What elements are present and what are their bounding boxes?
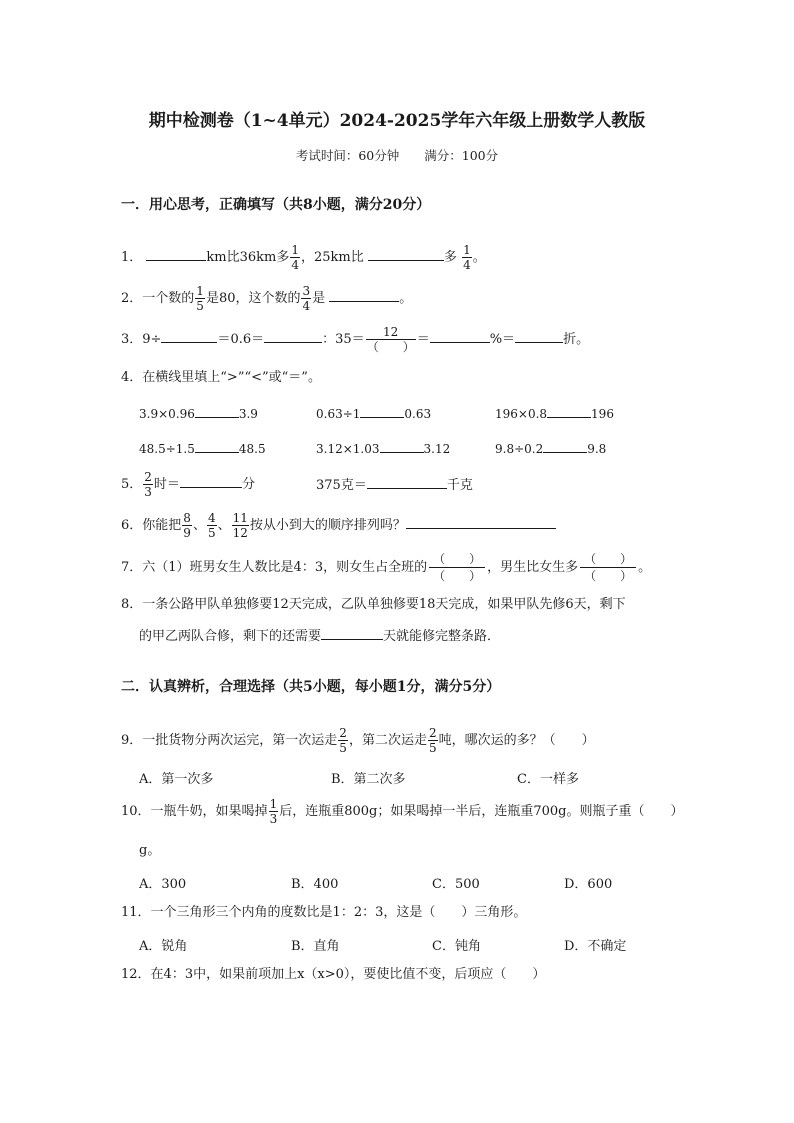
compare-right: 3.12: [423, 442, 451, 456]
question-8: [121, 595, 626, 615]
separator: 、: [192, 518, 206, 533]
answer-blank[interactable]: [161, 328, 217, 343]
fraction-numerator: 1: [196, 284, 204, 298]
fraction-numerator: 1: [269, 797, 278, 811]
question-text: 你能把: [142, 518, 182, 533]
question-text: 是80，这个数的: [205, 291, 301, 306]
question-text: 一瓶牛奶，如果喝掉: [150, 804, 268, 819]
fraction-denominator: 5: [339, 741, 347, 755]
question-number: 2．: [121, 291, 143, 306]
answer-blank[interactable]: [195, 403, 239, 418]
fraction-denominator: 3: [144, 485, 152, 499]
question-6: [121, 511, 556, 540]
answer-blank[interactable]: [406, 514, 556, 529]
question-number: 9．: [121, 733, 143, 748]
answer-fraction-blank[interactable]: [429, 551, 485, 584]
fraction-numerator: 2: [339, 726, 347, 740]
option-a[interactable]: A．第一次多: [139, 772, 214, 787]
question-text: 千克: [446, 478, 473, 493]
compare-left: 3.12×1.03: [316, 442, 380, 456]
answer-blank[interactable]: [146, 246, 206, 261]
fraction-denominator: 5: [428, 741, 437, 755]
compare-left: 9.8÷0.2: [495, 442, 544, 456]
fraction-denominator: 4: [291, 258, 300, 272]
question-text: 在4：3中，如果前项加上x（x>0），要使比值不变，后项应（ ）: [150, 967, 546, 982]
answer-blank[interactable]: [360, 403, 404, 418]
compare-right: 0.63: [404, 407, 432, 421]
question-number: 12．: [121, 967, 151, 982]
question-text: 一个数的: [142, 291, 195, 306]
option-b[interactable]: B．直角: [291, 939, 340, 954]
fraction-denominator: 3: [269, 812, 278, 826]
compare-item-2: [316, 403, 431, 421]
question-text: ：35＝: [322, 332, 365, 347]
question-text: 的甲乙两队合修，剩下的还需要: [139, 629, 322, 644]
option-d[interactable]: D．不确定: [564, 939, 627, 954]
fraction: [232, 511, 249, 540]
fraction: [366, 325, 416, 354]
question-text: %＝: [489, 332, 516, 347]
answer-blank[interactable]: [543, 438, 587, 453]
section-2-heading: 二．认真辨析，合理选择（共5小题，每小题1分，满分5分）: [121, 679, 501, 695]
question-number: 6．: [121, 518, 143, 533]
question-3: [121, 325, 589, 354]
compare-right: 48.5: [238, 442, 266, 456]
question-text: 天就能修完整条路．: [383, 629, 501, 644]
fraction-numerator: （ ）: [433, 552, 482, 566]
question-text: 时＝: [153, 477, 180, 492]
question-text: 六（1）班男女生人数比是4：3，则女生占全班的: [142, 560, 428, 575]
fraction: [195, 284, 205, 313]
question-text: ，男生比女生多: [487, 560, 579, 575]
answer-blank[interactable]: [380, 438, 424, 453]
question-1: [121, 243, 486, 272]
compare-left: 48.5÷1.5: [139, 442, 195, 456]
question-number: 8．: [121, 597, 143, 612]
question-5b: [316, 474, 473, 496]
answer-blank[interactable]: [195, 438, 239, 453]
option-a[interactable]: A．锐角: [139, 939, 188, 954]
answer-blank[interactable]: [329, 287, 399, 302]
compare-item-6: [495, 438, 606, 456]
option-d[interactable]: D．600: [564, 877, 613, 892]
fraction-numerator: 8: [183, 511, 191, 525]
answer-blank[interactable]: [321, 625, 383, 640]
fraction: [301, 284, 311, 313]
answer-fraction-blank[interactable]: [580, 551, 636, 584]
fraction-numerator: 4: [207, 511, 216, 525]
answer-blank[interactable]: [515, 328, 563, 343]
answer-blank[interactable]: [180, 473, 242, 488]
question-8-line-2: [139, 625, 500, 647]
compare-right: 3.9: [238, 407, 258, 421]
question-4: [121, 368, 321, 388]
question-number: 5．: [121, 477, 143, 492]
option-b[interactable]: B．第二次多: [331, 772, 406, 787]
fraction-denominator: 5: [196, 299, 204, 313]
compare-item-4: [139, 438, 266, 456]
question-text: ，第二次运走: [348, 733, 427, 748]
question-7: [121, 551, 651, 584]
question-10-line-2: g。: [139, 843, 161, 858]
question-text: 吨，哪次运的多？（ ）: [438, 733, 595, 748]
question-text: 折。: [563, 332, 590, 347]
fraction-numerator: 1: [291, 243, 300, 257]
section-1-heading: 一．用心思考，正确填写（共8小题，满分20分）: [121, 197, 431, 213]
fraction-numerator: 2: [428, 726, 437, 740]
question-number: 7．: [121, 560, 143, 575]
compare-left: 3.9×0.96: [139, 407, 195, 421]
exam-info: 考试时间：60分钟 满分：100分: [295, 148, 499, 163]
option-b[interactable]: B．400: [291, 877, 339, 892]
answer-blank[interactable]: [430, 328, 490, 343]
question-text: 多: [443, 250, 457, 265]
question-11: [121, 903, 526, 923]
question-text: 是: [312, 291, 326, 306]
answer-blank[interactable]: [368, 246, 444, 261]
question-text: 一批货物分两次运完，第一次运走: [142, 733, 338, 748]
fraction-denominator: 12: [232, 526, 248, 540]
fraction-numerator: 2: [144, 470, 152, 484]
question-number: 10．: [121, 804, 151, 819]
option-c[interactable]: C．一样多: [517, 772, 579, 787]
fraction: [269, 797, 279, 826]
fraction: [462, 243, 472, 272]
fraction-denominator: （ ）: [429, 567, 485, 584]
question-text: 9÷: [142, 332, 162, 347]
option-c[interactable]: C．500: [432, 877, 480, 892]
answer-blank[interactable]: [264, 328, 322, 343]
fraction-denominator: （ ）: [580, 567, 636, 584]
fraction-denominator: 5: [207, 526, 216, 540]
fraction-numerator: 12: [383, 325, 399, 339]
fraction-numerator: 1: [463, 243, 471, 257]
question-text: 在横线里填上“>”“<”或“＝”。: [142, 370, 321, 385]
compare-item-5: [316, 438, 450, 456]
compare-left: 196×0.8: [495, 407, 548, 421]
fraction-denominator: 4: [302, 299, 311, 313]
compare-item-1: [139, 403, 258, 421]
compare-item-3: [495, 403, 614, 421]
fraction-numerator: 3: [302, 284, 311, 298]
question-number: 4．: [121, 370, 143, 385]
question-text: 。: [472, 250, 486, 265]
compare-right: 9.8: [587, 442, 607, 456]
question-9: [121, 726, 595, 755]
fraction-denominator: 9: [183, 526, 191, 540]
question-text: 。: [399, 291, 413, 306]
page-title: 期中检测卷（1~4单元）2024-2025学年六年级上册数学人教版: [148, 111, 646, 131]
fraction-denominator[interactable]: （ ）: [366, 340, 415, 354]
fraction-denominator: 4: [463, 258, 471, 272]
compare-left: 0.63÷1: [316, 407, 361, 421]
question-text: 。: [638, 560, 652, 575]
fraction: [207, 511, 217, 540]
compare-right: 196: [591, 407, 614, 421]
question-text: ＝: [416, 332, 430, 347]
question-text: 按从小到大的顺序排列吗？: [249, 518, 406, 533]
question-2: [121, 284, 412, 313]
fraction: [143, 470, 153, 499]
question-text: 一个三角形三个内角的度数比是1：2：3，这是（ ）三角形。: [150, 905, 527, 920]
question-number: 3．: [121, 332, 143, 347]
question-text: ＝0.6＝: [217, 332, 265, 347]
question-text: 分: [241, 477, 255, 492]
question-number: 1．: [121, 250, 143, 265]
question-10: [121, 797, 683, 826]
question-text: ，25km比: [301, 250, 364, 265]
option-a[interactable]: A．300: [139, 877, 187, 892]
question-text: 375克＝: [316, 478, 367, 493]
separator: 、: [217, 518, 231, 533]
fraction: [338, 726, 348, 755]
question-text: 一条公路甲队单独修要12天完成，乙队单独修要18天完成，如果甲队先修6天，剩下: [142, 597, 626, 612]
question-number: 11．: [121, 905, 151, 920]
fraction: [428, 726, 438, 755]
question-12: [121, 965, 545, 985]
fraction: [182, 511, 192, 540]
question-5: [121, 470, 255, 499]
fraction-numerator: （ ）: [584, 552, 633, 566]
question-text: 后，连瓶重800g；如果喝掉一半后，连瓶重700g。则瓶子重（ ）: [279, 804, 684, 819]
option-c[interactable]: C．钝角: [432, 939, 481, 954]
fraction: [290, 243, 300, 272]
fraction-numerator: 11: [232, 511, 248, 525]
answer-blank[interactable]: [547, 403, 591, 418]
question-text: km比36km多: [206, 250, 290, 265]
answer-blank[interactable]: [367, 474, 447, 489]
